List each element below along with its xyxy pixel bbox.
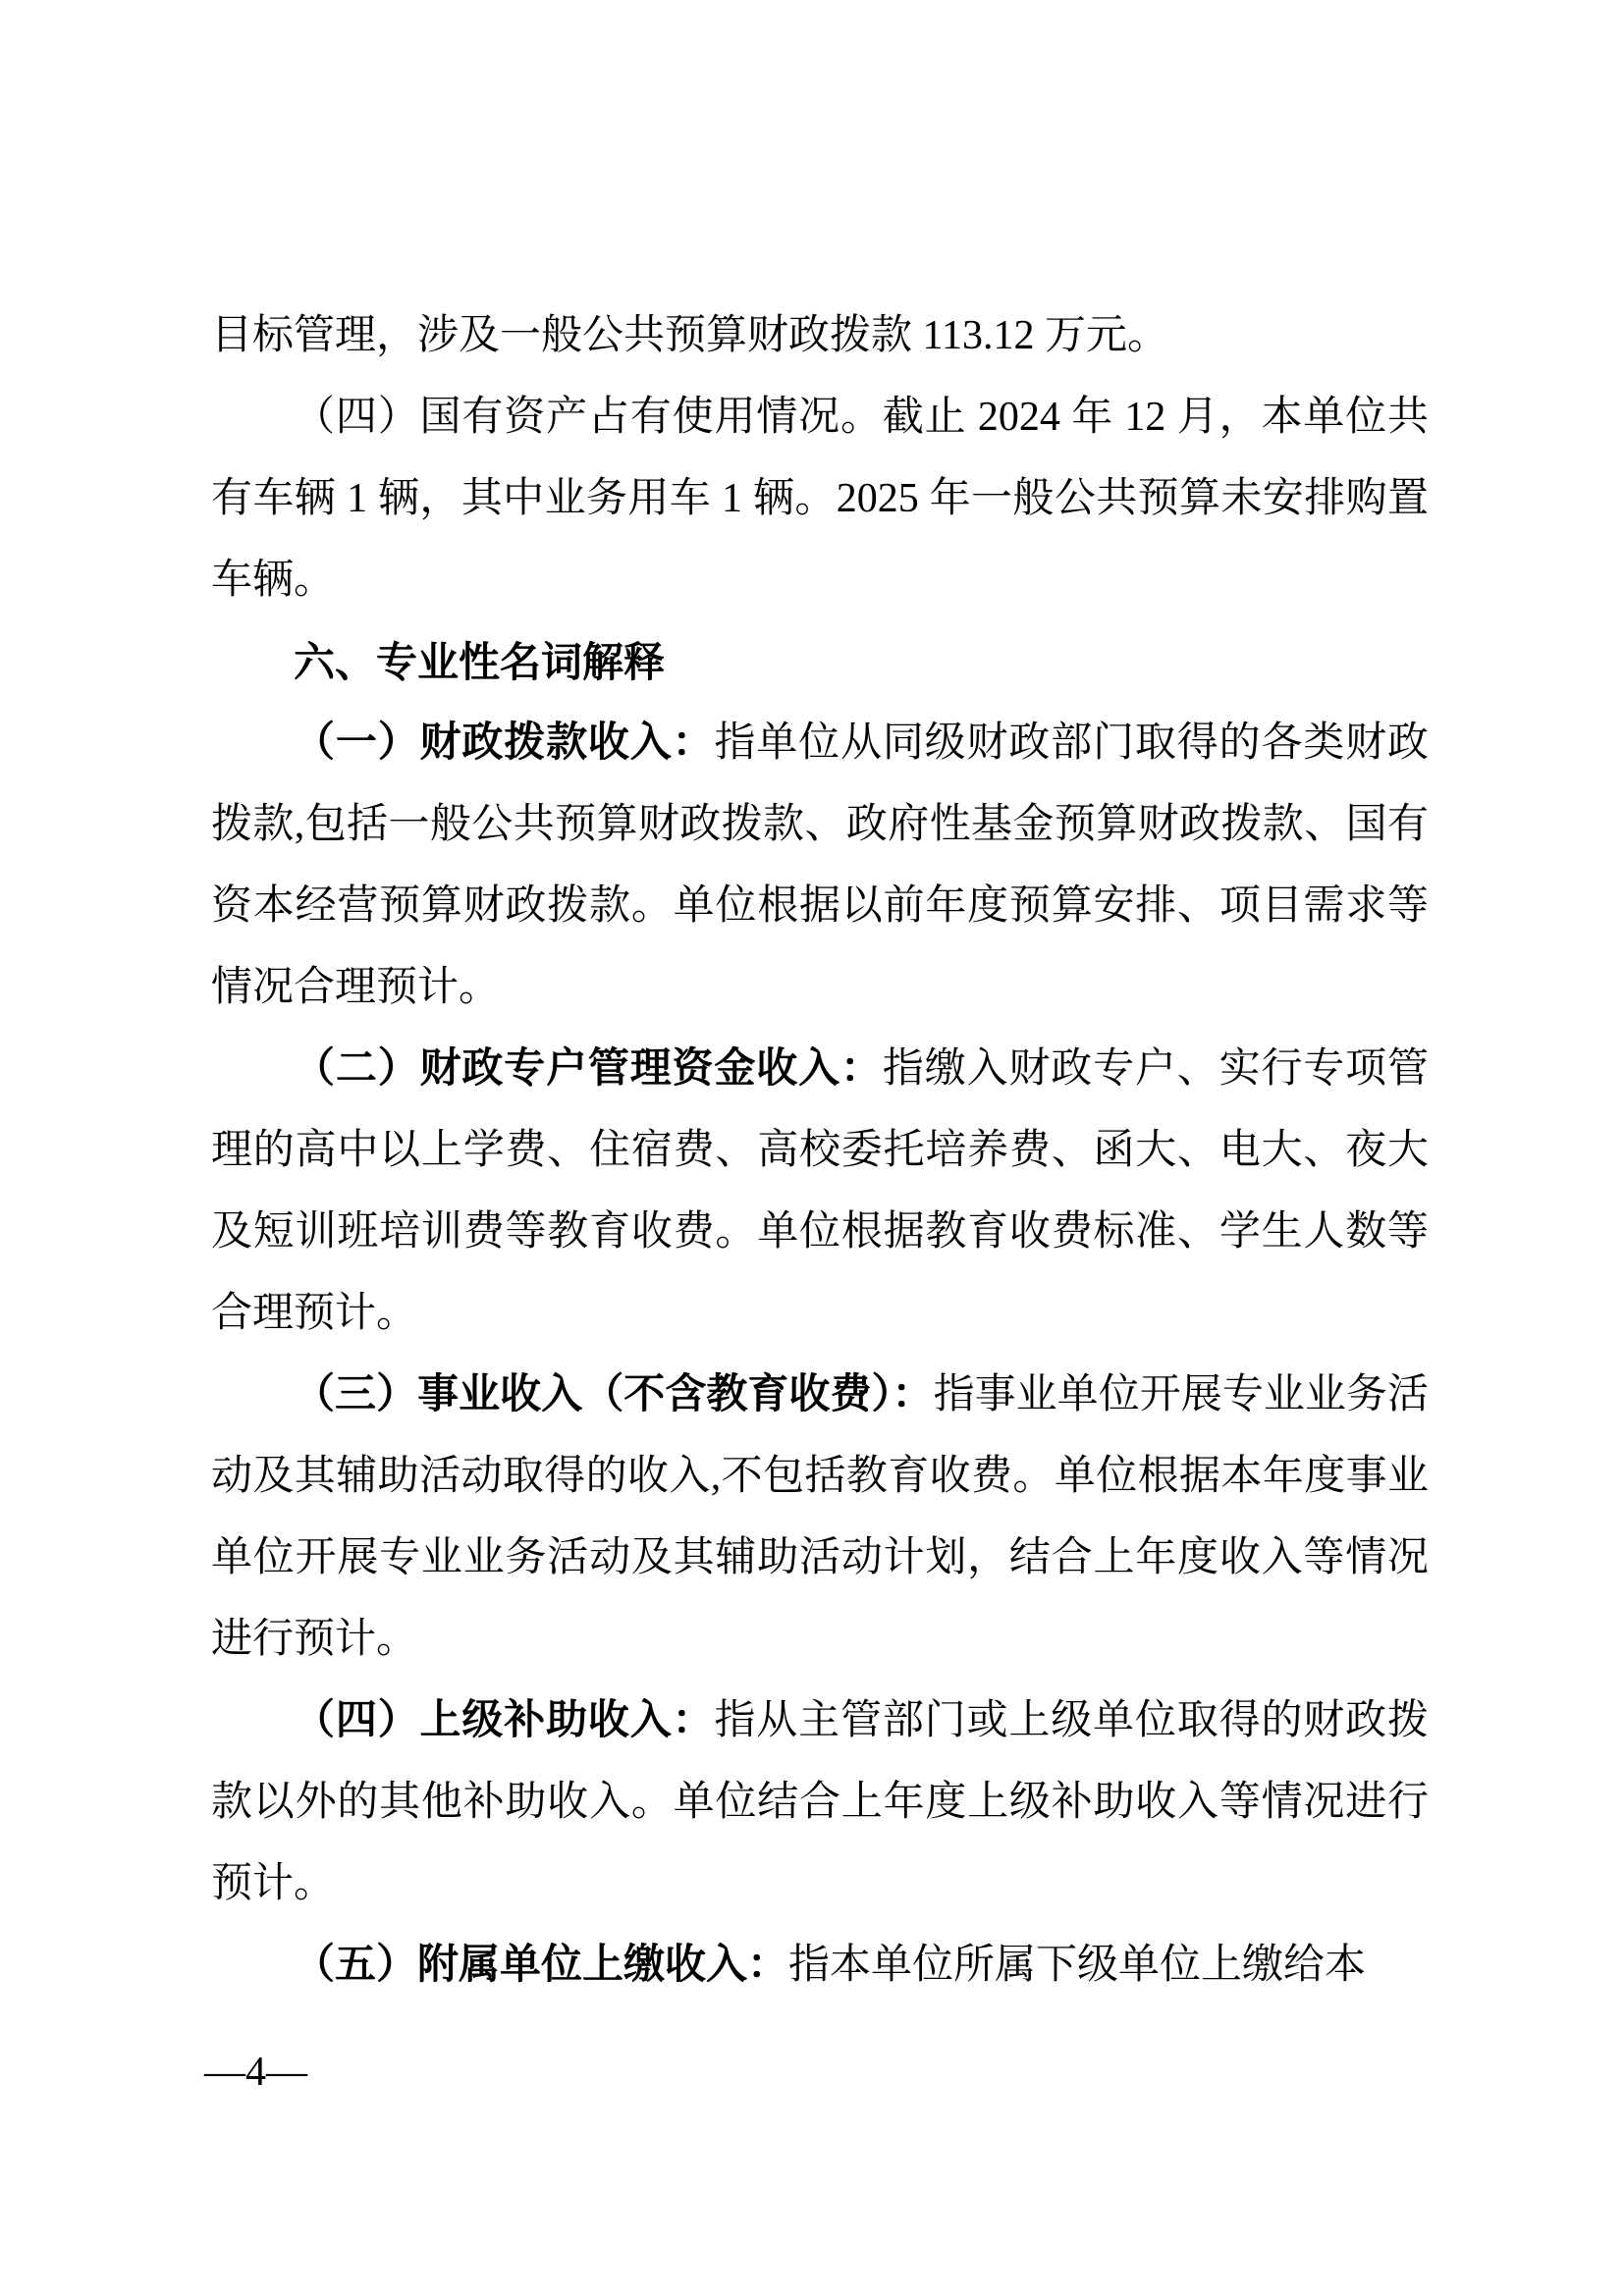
term-definition-subordinate-remittance xyxy=(211,1925,1429,2006)
term-body: 指缴入财政专户、实行专项管理的高中以上学费、住宿费、高校委托培养费、函大、电大、夜大及短训班培训费等教育收费。单位根据教育收费标准、学生人数等合理预计。 xyxy=(211,1046,1429,1336)
term-lead: （一）财政拨款收入： xyxy=(294,721,715,766)
term-definition-fiscal-appropriation xyxy=(211,703,1429,1029)
term-body: 指单位从同级财政部门取得的各类财政拨款,包括一般公共预算财政拨款、政府性基金预算财政拨款、国有资本经营预算财政拨款。单位根据以前年度预算安排、项目需求等情况合理预计。 xyxy=(211,721,1429,1010)
paragraph-continuation: 目标管理，涉及一般公共预算财政拨款 113.12 万元。 xyxy=(211,313,1168,358)
term-definition-fiscal-special-account xyxy=(211,1029,1429,1355)
term-body: 指从主管部门或上级单位取得的财政拨款以外的其他补助收入。单位结合上年度上级补助收入等情况进行预计。 xyxy=(211,1698,1429,1906)
section-heading-terminology: 六、专业性名词解释 xyxy=(294,639,666,685)
term-lead: （二）财政专户管理资金收入： xyxy=(294,1046,883,1092)
body-text xyxy=(211,295,1429,2006)
term-definition-operational-income xyxy=(211,1355,1429,1681)
term-lead: （四）上级补助收入： xyxy=(294,1698,715,1743)
term-lead: （五）附属单位上缴收入： xyxy=(294,1943,789,1988)
term-definition-superior-subsidy xyxy=(211,1681,1429,1925)
term-body: 指事业单位开展专业业务活动及其辅助活动取得的收入,不包括教育收费。单位根据本年度事业单位开展专业业务活动及其辅助活动计划，结合上年度收入等情况进行预计。 xyxy=(211,1372,1429,1662)
paragraph-state-assets: （四）国有资产占有使用情况。截止 2024 年 12 月，本单位共有车辆 1 辆，其中业务用车 1 辆。2025 年一般公共预算未安排购置车辆。 xyxy=(211,395,1429,603)
term-lead: （三）事业收入（不含教育收费）： xyxy=(294,1372,934,1417)
page-number: —4— xyxy=(204,2050,307,2095)
term-body: 指本单位所属下级单位上缴给本 xyxy=(788,1943,1367,1988)
